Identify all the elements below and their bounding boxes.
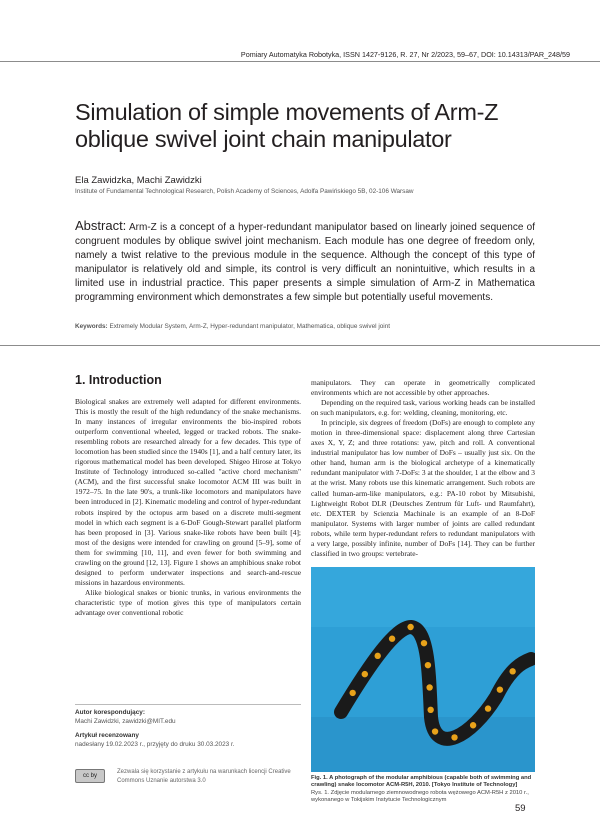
correspondence bbox=[75, 708, 301, 726]
robot-joint bbox=[362, 671, 368, 677]
robot-joint bbox=[375, 653, 381, 659]
abstract-text: Arm-Z is a concept of a hyper-redundant manipulator based on linearly joined sequence of congruent modules by oblique swivel joint mechanism. Each module has one degree of freedom only, namely a twist relative to the previous module in the sequence. Although the concept of this type of manipulator is relatively old and simple, its control is very difficult an nonintuitive, which results in a limited use in industrial practice. This paper presents a simple simulation of Arm-Z in Mathematica programming environment which demonstrates a few simple but potentially useful movements. bbox=[75, 222, 535, 303]
review-text: nadesłany 19.02.2023 r., przyjęty do druku 30.03.2023 r. bbox=[75, 741, 235, 748]
review-heading: Artykuł recenzowany bbox=[75, 732, 139, 739]
page-number: 59 bbox=[515, 803, 526, 814]
right-column bbox=[311, 378, 535, 559]
water-highlight bbox=[311, 567, 535, 627]
keywords-label: Keywords: bbox=[75, 323, 108, 330]
abstract bbox=[75, 219, 535, 305]
robot-joint bbox=[389, 636, 395, 642]
cc-license-badge: cc by bbox=[75, 769, 105, 783]
paragraph: In principle, six degrees of freedom (DoFs) are enough to complete any motion in three-dimensional space: displacement along three Cartesian axes X, Y, Z; and three rotations: yaw, pitch and roll. A conventional industrial manipulator has low number of DoFs – usually just six. On the other hand, human arm is the biological archetype of a kinematically redundant manipulator with 7-DoFs: 3 at the shoulder, 1 at the elbow and 3 at the wrist. Many robots use this kinematic arrangement. Such robots are called human-arm-like manipulators, e.g.: PA-10 robot by Mitsubishi, Lightweight Robot DLR (Deutsches Zentrum für Luft- und Raumfahrt), etc. DEXTER by Scienzia Machinale is an example of an 8-DoF manipulator. Systems with larger number of joints are called redundant robots, while term hyper-redundant refers to redundant manipulators with a very large, possibly infinite, number of DoFs [14]. They can be further classified in two groups: vertebrate- bbox=[311, 418, 535, 558]
journal-header: Pomiary Automatyka Robotyka, ISSN 1427-9126, R. 27, Nr 2/2023, 59–67, DOI: 10.14313/PAR_248/59 bbox=[240, 50, 570, 59]
license-text: Zezwala się korzystanie z artykułu na warunkach licencji Creative Commons Uznanie autorstwa 3.0 bbox=[117, 769, 291, 784]
robot-joint bbox=[432, 728, 438, 734]
figure-photo bbox=[311, 567, 535, 772]
paragraph: Alike biological snakes or bionic trunks, in various environments the characteristic type of motion gives this type of manipulators certain advantage over conventional robotic bbox=[75, 587, 301, 617]
abstract-label: Abstract: bbox=[75, 218, 127, 233]
section-heading: 1. Introduction bbox=[75, 373, 162, 387]
keywords-text: Extremely Modular System, Arm-Z, Hyper-redundant manipulator, Mathematica, oblique swivel joint bbox=[109, 323, 391, 330]
robot-joint bbox=[509, 668, 515, 674]
robot-joint bbox=[421, 640, 427, 646]
paragraph: manipulators. They can operate in geometrically complicated environments which are not accessible by other approaches. bbox=[311, 378, 535, 398]
left-column bbox=[75, 397, 301, 618]
affiliation: Institute of Fundamental Technological Research, Polish Academy of Sciences, Adolfa Pawińskiego 5B, 02-106 Warsaw bbox=[75, 188, 414, 195]
figure-caption bbox=[311, 775, 535, 804]
keywords bbox=[75, 323, 535, 330]
paragraph: Depending on the required task, various working heads can be installed on such manipulators, e.g. for: welding, cleaning, monitoring, etc. bbox=[311, 398, 535, 418]
authors: Ela Zawidzka, Machi Zawidzki bbox=[75, 175, 202, 186]
robot-joint bbox=[407, 624, 413, 630]
caption-polish: Rys. 1. Zdjęcie modularnego ziemnowodnego robota wężowego ACM-R5H z 2010 r., wykonanego w Tokijskim Instytucie Technologicznym bbox=[311, 789, 529, 803]
robot-joint bbox=[470, 722, 476, 728]
robot-joint bbox=[497, 686, 503, 692]
abstract-rule bbox=[0, 345, 600, 346]
robot-joint bbox=[485, 705, 491, 711]
robot-joint bbox=[451, 734, 457, 740]
correspondence-heading: Autor korespondujący: bbox=[75, 709, 145, 716]
caption-english: Fig. 1. A photograph of the modular amphibious (capable both of swimming and crawling) snake locomotor ACM-R5H, 2010. [Tokyo Institute of Technology] bbox=[311, 775, 532, 789]
robot-joint bbox=[349, 690, 355, 696]
water-shade bbox=[311, 717, 535, 772]
correspondence-text: Machi Zawidzki, zawidzki@MIT.edu bbox=[75, 718, 176, 725]
footnote-divider bbox=[75, 704, 301, 705]
robot-joint bbox=[426, 684, 432, 690]
robot-joint bbox=[425, 662, 431, 668]
snake-robot-photo bbox=[311, 567, 535, 772]
paper-title: Simulation of simple movements of Arm-Z oblique swivel joint chain manipulator bbox=[75, 99, 499, 152]
review-info bbox=[75, 731, 301, 749]
robot-joint bbox=[427, 707, 433, 713]
header-rule bbox=[0, 61, 600, 62]
paragraph: Biological snakes are extremely well adapted for different environments. This is mostly the result of the high redundancy of the snake mechanisms. In many instances of irregular environments the bio-inspired robots outperform conventional wheeled, legged or tracked robots. The snake-resembling robots are researched already for a few decades. This type of locomotion has been studied since the 1940s [1], and a half century later, its rigorous mathematical model has been developed. Shigeo Hirose at Tokyo Institute of Technology introduced so-called "active chord mechanism" (ACM), and the first successful snake locomotor ACM III was built in 1972–75. In the late 90's, a trunk-like locomotors and manipulators have been introduced in [2]. Kinematic modeling and control of hyper-redundant robots inspired by the octopus arm based on a discrete multi-segment model in which each segment is a 6-DoF Gough-Stewart parallel platform has been proposed in [3]. Various snake-like robots have been built [4]; most of the designs were intended for crawling on ground [5–9], some of them for swimming [10, 11], and even fewer for both swimming and crawling on the ground [12, 13]. Figure 1 shows an amphibious snake robot designed to perform underwater inspections and search-and-rescue missions in hazardous environments. bbox=[75, 397, 301, 587]
